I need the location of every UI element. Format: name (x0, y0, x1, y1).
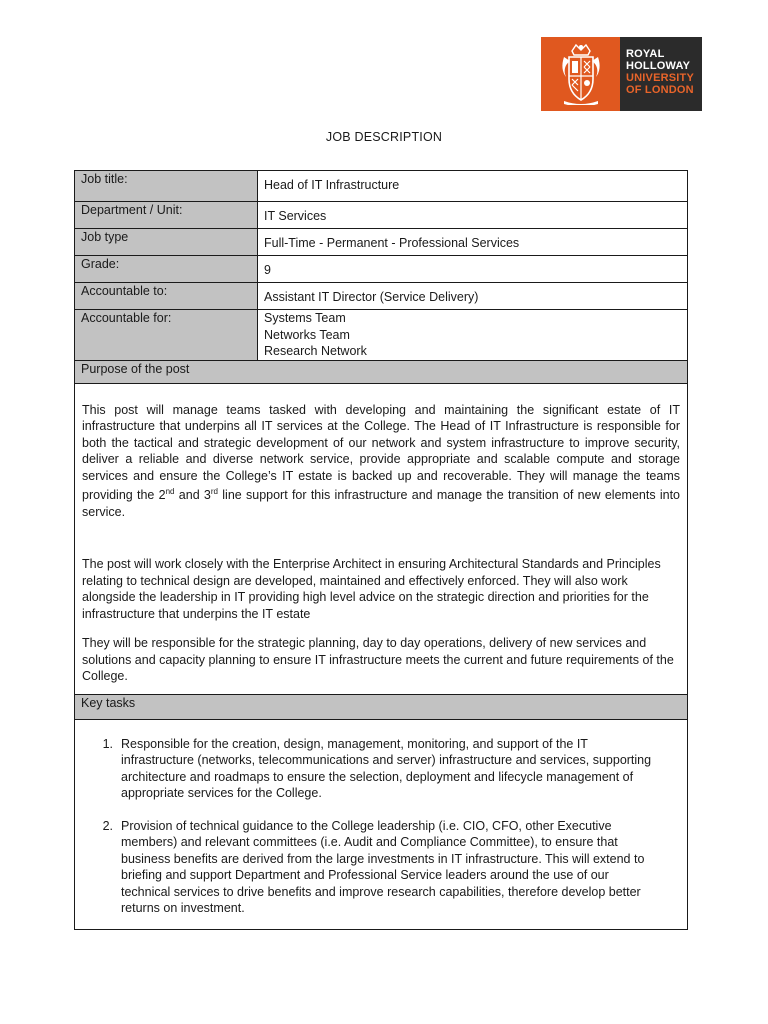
accountable-for-item: Research Network (264, 344, 367, 358)
purpose-p1-text: line support for this infrastructure and manage the transition of new elements into service. (82, 488, 680, 519)
purpose-heading: Purpose of the post (75, 360, 688, 383)
purpose-p1-text: and (174, 488, 204, 503)
accountable-to-label: Accountable to: (75, 283, 258, 310)
key-tasks-body (75, 719, 688, 929)
logo-line-4: OF LONDON (626, 84, 694, 96)
row-key-tasks-body (75, 719, 688, 929)
royal-holloway-logo (541, 37, 702, 111)
grade-label: Grade: (75, 256, 258, 283)
department-label: Department / Unit: (75, 202, 258, 229)
accountable-for-item: Systems Team (264, 311, 346, 325)
row-accountable-for (75, 310, 688, 361)
job-type-value: Full-Time - Permanent - Professional Services (258, 229, 688, 256)
ordinal-number: 2 (158, 488, 166, 503)
task-number: 2. (102, 818, 113, 833)
ordinal-suffix: rd (210, 487, 218, 496)
department-value: IT Services (258, 202, 688, 229)
row-key-tasks-heading (75, 694, 688, 719)
accountable-for-label: Accountable for: (75, 310, 258, 361)
logo-line-3: UNIVERSITY (626, 72, 695, 84)
row-purpose-body (75, 383, 688, 694)
row-grade (75, 256, 688, 283)
list-item (75, 736, 687, 802)
crest-icon (541, 37, 620, 111)
purpose-paragraph-2: The post will work closely with the Enterprise Architect in ensuring Architectural Standards and Principles relating to technical design are developed, maintained and effectively enforced. They will also work alongside the leadership in IT providing high level advice on the strategic direction and priorities for the infrastructure that underpins the IT estate (82, 557, 661, 621)
row-purpose-heading (75, 360, 688, 383)
logo-line-2: HOLLOWAY (626, 60, 691, 72)
row-accountable-to (75, 283, 688, 310)
job-description-table (74, 170, 688, 930)
job-type-label: Job type (75, 229, 258, 256)
task-text: Provision of technical guidance to the College leadership (i.e. CIO, CFO, other Executive members) and relevant committees (i.e. Audit and Compliance Committee), to ensure that business benefits are derived from the large investments in IT infrastructure. This will extend to briefing and support Department and Professional Service leaders around the use of our technical services to drive benefits and improve research capabilities, therefore develop better returns on investment. (121, 818, 645, 915)
purpose-paragraph-1 (82, 402, 680, 521)
ordinal-number: 3 (203, 488, 211, 503)
task-number: 1. (102, 736, 113, 751)
row-job-type (75, 229, 688, 256)
purpose-p1-text: This post will manage teams tasked with developing and maintaining the significant estate of IT infrastructure that underpins all IT services at the College. The Head of IT Infrastructure is responsible for both the tactical and strategic development of our network and system infrastructure to improve security, deliver a reliable and diverse network service, provide appropriate and scalable compute and storage services and ensure the College’s IT estate is backed up and recoverable. They will manage the teams providing the (82, 402, 680, 503)
accountable-for-item: Networks Team (264, 327, 350, 342)
purpose-paragraph-3: They will be responsible for the strategic planning, day to day operations, delivery of new services and solutions and capacity planning to ensure IT infrastructure meets the current and future requirements of the College. (82, 636, 674, 684)
logo-line-1: ROYAL (626, 48, 665, 60)
key-tasks-heading: Key tasks (75, 694, 688, 719)
job-title-label: Job title: (75, 171, 258, 202)
purpose-body (75, 383, 688, 694)
logo-wordmark (620, 37, 702, 111)
task-text: Responsible for the creation, design, management, monitoring, and support of the IT infrastructure (networks, telecommunications and server) infrastructure and services, supporting architecture and roadmaps to ensure the selection, deployment and lifecycle management of appropriate services for the College. (121, 736, 652, 800)
grade-value: 9 (258, 256, 688, 283)
page-title: JOB DESCRIPTION (325, 130, 443, 144)
accountable-for-value (258, 310, 688, 361)
row-job-title (75, 171, 688, 202)
key-tasks-list (75, 736, 687, 917)
list-item (75, 818, 687, 917)
accountable-to-value: Assistant IT Director (Service Delivery) (258, 283, 688, 310)
job-title-value: Head of IT Infrastructure (258, 171, 688, 202)
row-department (75, 202, 688, 229)
ordinal-suffix: nd (165, 487, 175, 496)
